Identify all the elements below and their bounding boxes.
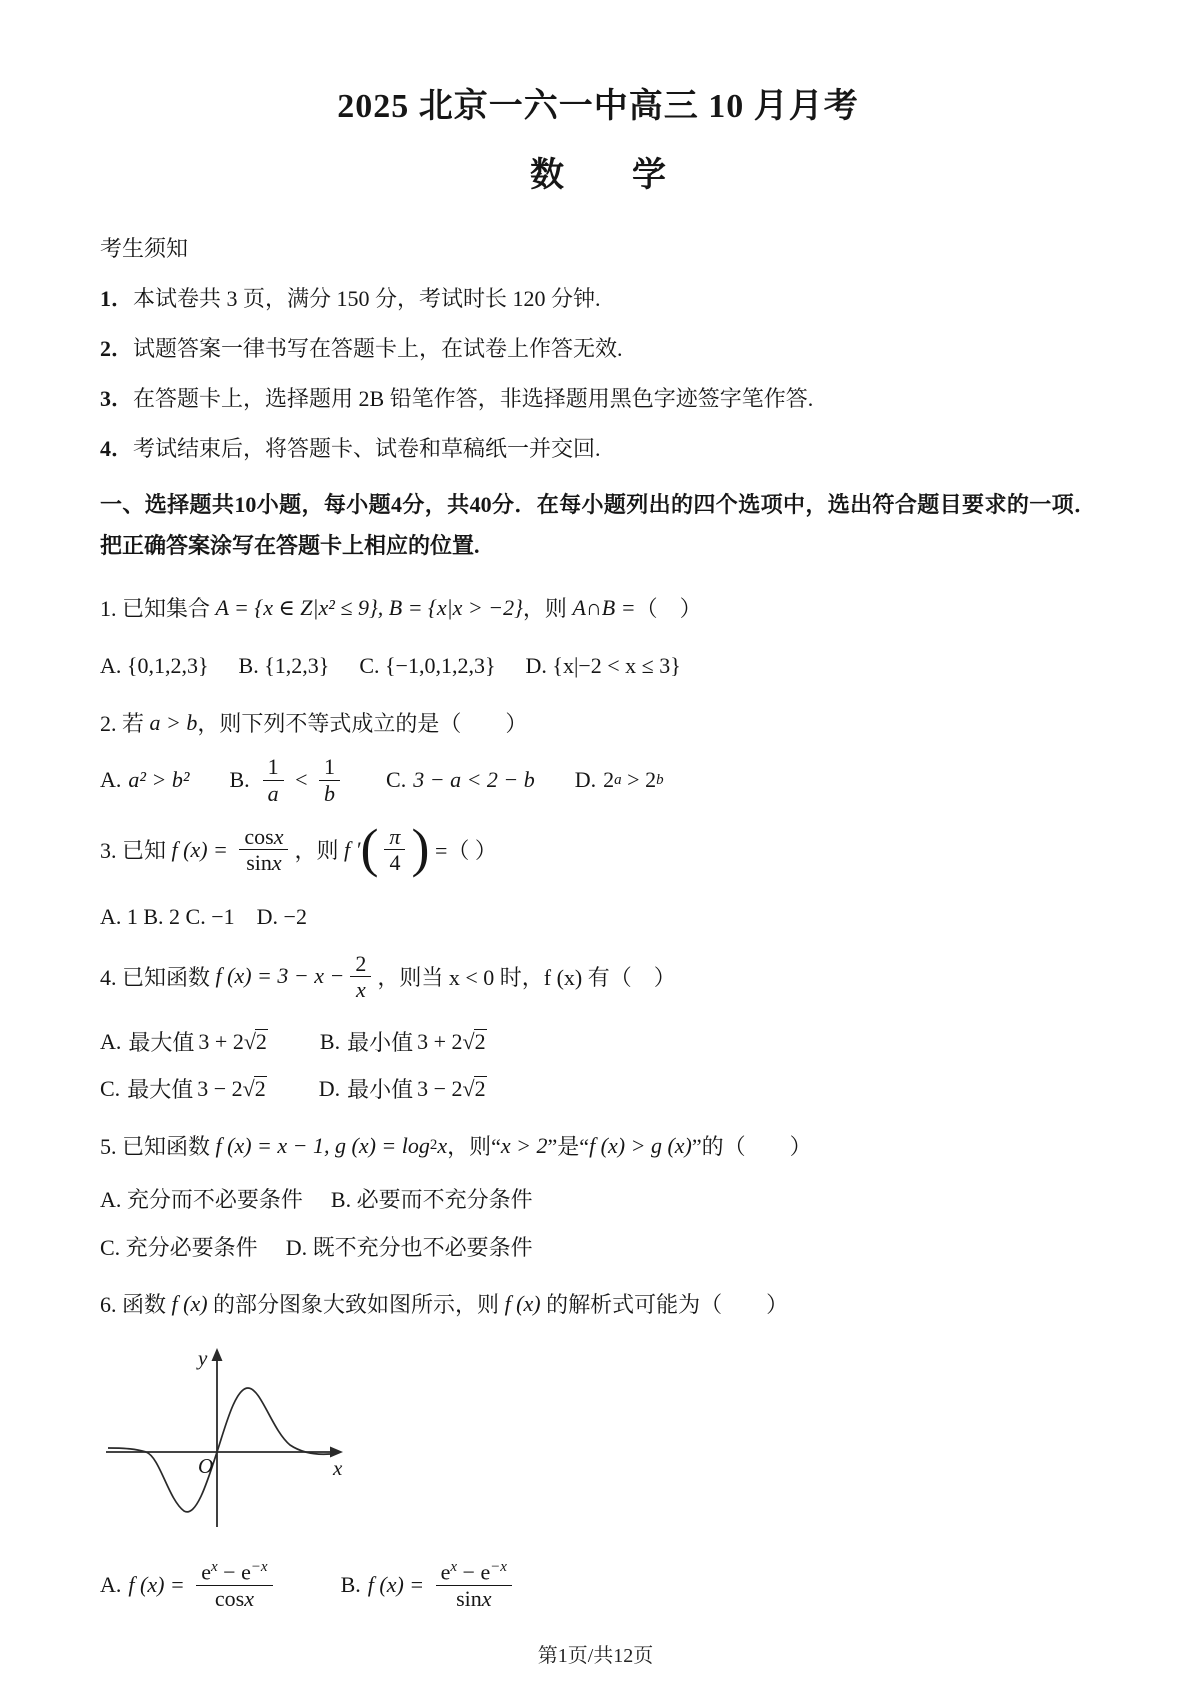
trig-function-name: sin (246, 850, 272, 876)
trig-function-name: sin (456, 1585, 482, 1611)
e-base: − e (217, 1559, 251, 1585)
power-base: 2 (645, 767, 657, 793)
q6-function: f (x) (171, 1290, 208, 1316)
fraction-denominator (210, 1586, 259, 1611)
q1-option-a: A. {0,1,2,3} (100, 653, 209, 679)
notice-item-number: 2． (100, 336, 134, 361)
q6-option-b (341, 1559, 518, 1611)
option-label: B. (229, 767, 250, 793)
option-label: B. (340, 1572, 361, 1598)
q4-option-b (320, 1026, 487, 1057)
fraction-denominator: x (355, 976, 366, 1002)
y-axis-label: y (198, 1346, 208, 1371)
coefficient: 3 − 2 (417, 1075, 463, 1101)
exponent: −x (250, 1559, 268, 1576)
notice-heading: 考生须知 (100, 236, 189, 261)
notice-item-1 (100, 282, 1096, 313)
q3-text: ，则 (294, 838, 344, 864)
q1-answer-blank: （ ） (635, 596, 702, 622)
fraction-numerator: π (384, 824, 405, 850)
coefficient: 3 − 2 (197, 1075, 243, 1101)
option-label: A. (100, 1028, 122, 1054)
fraction-numerator (239, 824, 288, 850)
q6-answer-blank: 的解析式可能为（ ） (540, 1292, 789, 1318)
relation-sign: < (289, 767, 314, 793)
option-label: D. (574, 767, 597, 793)
page-number: 第1页/共12页 (537, 1645, 654, 1667)
question-5-stem (100, 1130, 1096, 1161)
q4-option-c (100, 1073, 267, 1104)
radicand: 2 (474, 1076, 486, 1102)
exponent: −x (490, 1559, 507, 1576)
q3-options-line: A. 1 B. 2 C. −1 D. −2 (100, 903, 307, 929)
question-3-stem: 3. 已知 f (x) = $\frac{\cos x}{\sin x}$ ，则 f ′ ( $\frac{\pi}{4}$ ) =（ ） (100, 817, 497, 878)
q2-option-b (229, 754, 346, 806)
q5-option-b: B. 必要而不充分条件 (330, 1187, 533, 1213)
notice-item-2 (100, 332, 1096, 363)
q2-option-a-math: a² > b² (128, 767, 190, 793)
q5-text: ，则“ (447, 1134, 501, 1160)
q1-text: ，则 (522, 596, 573, 622)
x-axis-label: x (333, 1456, 343, 1481)
radical-icon: √ (462, 1028, 475, 1054)
trig-function-name: cos (244, 823, 274, 849)
fraction (350, 951, 371, 1003)
radicand: 2 (255, 1029, 267, 1055)
notice-item-text: 试题答案一律书写在答题卡上，在试卷上作答无效. (133, 336, 623, 361)
variable: x (271, 850, 282, 876)
q4-option-b-text: 最小值 (347, 1030, 414, 1056)
q5-answer-blank: ”的（ ） (691, 1134, 812, 1160)
function-curve (108, 1388, 330, 1512)
q5-option-d: D. 既不充分也不必要条件 (285, 1235, 533, 1261)
notice-item-text: 考试结束后，将答题卡、试卷和草稿纸一并交回. (133, 436, 601, 461)
question-4-options-row-1 (100, 1026, 1096, 1057)
q2-option-c-math: 3 − a < 2 − b (413, 767, 535, 793)
math-value (417, 1076, 487, 1102)
power-base: 2 (603, 767, 615, 793)
q6-text: 的部分图象大致如图所示，则 (207, 1292, 505, 1318)
q1-text: 1. 已知集合 (100, 596, 216, 622)
trig-function-name: cos (214, 1585, 245, 1611)
exam-title: 2025 北京一六一中高三 10 月月考 (337, 88, 859, 125)
variable: x (244, 1585, 254, 1611)
fraction-denominator: b (324, 780, 336, 806)
question-2-stem (100, 707, 1096, 738)
q1-intersection-expression: A∩B = (572, 594, 636, 620)
question-5-options-row-1 (100, 1183, 1096, 1214)
section-one-heading: 一、选择题共10小题，每小题4分，共40分．在每小题列出的四个选项中，选出符合题目要求的一项．把正确答案涂写在答题卡上相应的位置. (100, 492, 1096, 558)
exponent: x (450, 1559, 458, 1576)
math-value (198, 1029, 268, 1055)
question-5-options-row-2 (100, 1231, 1096, 1262)
question-4-stem (100, 951, 1096, 1003)
e-base: − e (457, 1559, 491, 1585)
radical-icon: √ (462, 1075, 475, 1101)
q3-answer-blank: =（ ） (429, 838, 497, 864)
q2-inequality: a > b (149, 709, 198, 735)
notice-item-text: 本试卷共 3 页，满分 150 分，考试时长 120 分钟. (133, 286, 601, 311)
radical-icon: √ (243, 1028, 256, 1054)
math-value (197, 1076, 267, 1102)
origin-label: O (198, 1454, 214, 1479)
q4-option-d (319, 1073, 487, 1104)
option-label: A. (100, 1572, 122, 1598)
fraction (384, 824, 405, 876)
option-label: D. (318, 1075, 341, 1101)
notice-item-text: 在答题卡上，选择题用 2B 铅笔作答，非选择题用黑色字迹签字笔作答. (133, 386, 814, 411)
q6-option-a (100, 1559, 279, 1611)
function-graph-svg (102, 1345, 360, 1537)
e-base: e (201, 1559, 212, 1585)
q1-option-d: D. {x|−2 < x ≤ 3} (525, 653, 681, 679)
option-label: A. (100, 767, 122, 793)
variable: x (273, 823, 284, 849)
fraction (196, 1559, 272, 1611)
fraction (436, 1559, 512, 1611)
q2-text: ，则下列不等式成立的是（ ） (197, 711, 528, 737)
function-graph-figure (102, 1345, 1096, 1543)
q6-text: 6. 函数 (100, 1292, 172, 1318)
question-3-options (100, 900, 1096, 931)
math-value (417, 1029, 487, 1055)
question-6-options (100, 1559, 1096, 1611)
q2-option-c (386, 767, 535, 793)
fraction-numerator (196, 1559, 272, 1586)
q5-option-c: C. 充分必要条件 (100, 1235, 258, 1261)
q6-function: f (x) (504, 1290, 541, 1316)
notice-item-number: 4． (100, 436, 134, 461)
q5-conclusion: f (x) > g (x) (589, 1132, 692, 1158)
fraction-numerator: 1 (319, 754, 340, 780)
q2-text: 2. 若 (100, 711, 150, 737)
notice-item-number: 3． (100, 386, 134, 411)
option-label: C. (386, 767, 407, 793)
variable: x (481, 1585, 492, 1611)
fraction-denominator: 4 (389, 850, 401, 876)
fraction (239, 824, 288, 876)
q3-function: f (x) = (171, 836, 234, 862)
q4-text: ，则当 x < 0 时，f (x) 有（ ） (377, 964, 676, 990)
q4-option-a (100, 1026, 268, 1057)
q1-option-b: B. {1,2,3} (238, 653, 330, 679)
log-base: 2 (429, 1137, 438, 1154)
q5-text: ”是“ (547, 1134, 590, 1160)
notice-item-4 (100, 432, 1096, 463)
q5-functions: f (x) = x − 1, g (x) = log (215, 1132, 430, 1158)
fraction-denominator (451, 1586, 496, 1611)
radicand: 2 (254, 1076, 266, 1102)
q4-text: 4. 已知函数 (100, 964, 216, 990)
question-4-options-row-2 (100, 1073, 1096, 1104)
q2-option-a (100, 767, 189, 793)
q4-option-a-text: 最大值 (128, 1030, 195, 1056)
fraction-numerator: 1 (263, 754, 284, 780)
q1-option-c: C. {−1,0,1,2,3} (359, 653, 496, 679)
q4-option-c-text: 最大值 (127, 1077, 194, 1103)
exam-subject: 数 学 (530, 157, 666, 194)
radicand: 2 (474, 1029, 486, 1055)
q1-set-definition: A = {x ∈ Z|x² ≤ 9}, B = {x|x > −2} (215, 594, 523, 620)
relation-sign: > (621, 767, 646, 793)
radical-icon: √ (242, 1075, 255, 1101)
fraction (263, 754, 284, 806)
option-label: C. (100, 1075, 121, 1101)
power-exponent: b (656, 771, 664, 788)
fraction-numerator (436, 1559, 512, 1586)
q4-option-d-text: 最小值 (347, 1077, 414, 1103)
q3-derivative: f ′ (344, 836, 361, 862)
variable: x (437, 1132, 448, 1158)
q5-text: 5. 已知函数 (100, 1134, 216, 1160)
option-label: B. (319, 1028, 341, 1054)
question-2-options (100, 754, 1096, 806)
q2-option-d (575, 767, 664, 793)
q5-condition: x > 2 (500, 1132, 548, 1158)
q6-option-a-function: f (x) = (128, 1572, 191, 1598)
coefficient: 3 + 2 (417, 1028, 463, 1054)
power-exponent: a (614, 771, 622, 788)
fraction (319, 754, 340, 806)
question-1-stem (100, 592, 1096, 623)
notice-item-3 (100, 382, 1096, 413)
q5-option-a: A. 充分而不必要条件 (100, 1187, 303, 1213)
y-axis-arrow-icon (212, 1348, 223, 1361)
fraction-numerator: 2 (350, 951, 371, 977)
fraction-denominator (241, 850, 286, 875)
q6-option-b-function: f (x) = (367, 1572, 430, 1598)
exponent: x (211, 1559, 218, 1576)
q3-text: 3. 已知 (100, 838, 172, 864)
question-1-options (100, 653, 1096, 679)
e-base: e (440, 1559, 451, 1585)
question-6-stem (100, 1288, 1096, 1319)
notice-item-number: 1． (100, 286, 134, 311)
q4-function: f (x) = 3 − x − (215, 963, 345, 989)
coefficient: 3 + 2 (198, 1028, 244, 1054)
fraction-denominator: a (267, 780, 279, 806)
